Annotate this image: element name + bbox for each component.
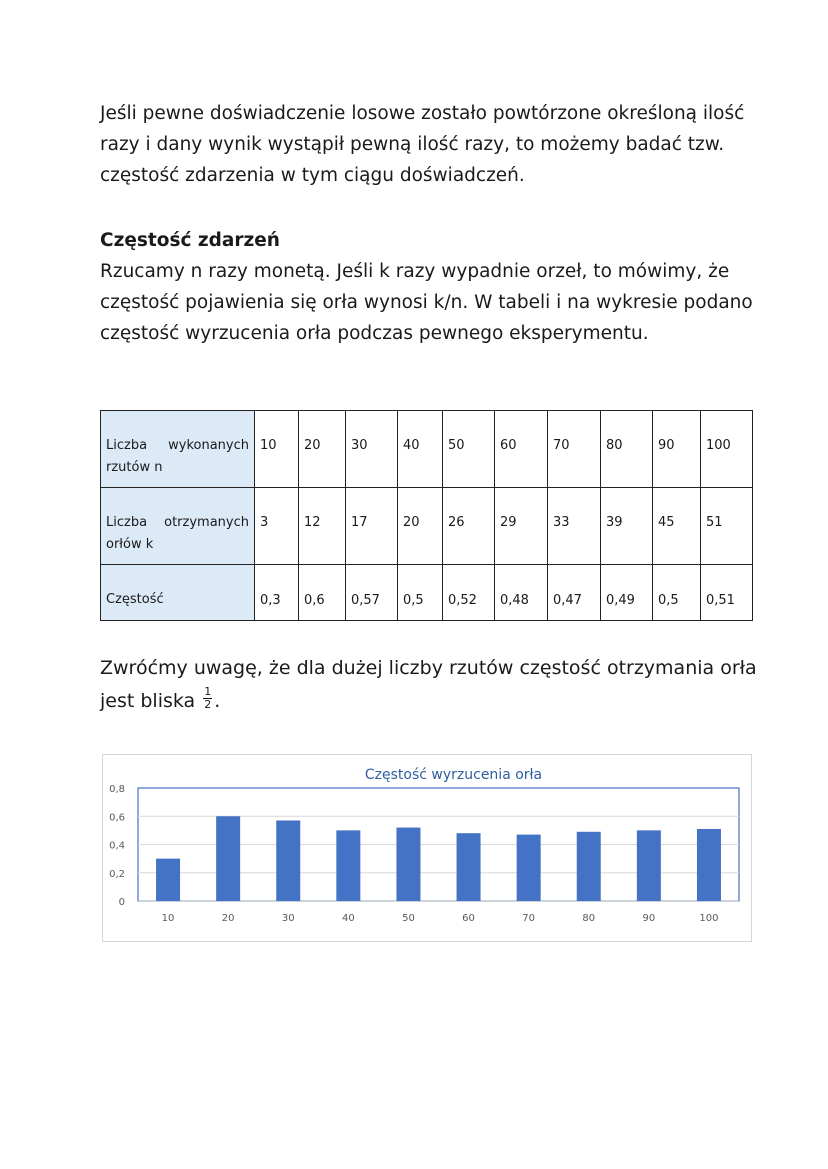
frequency-chart (102, 754, 752, 942)
table-cell: 70 (548, 411, 601, 488)
table-cell: 80 (601, 411, 653, 488)
table-cell: 60 (495, 411, 548, 488)
x-tick-label: 100 (699, 913, 719, 924)
section-line: częstość pojawienia się orła wynosi k/n. W tabeli i na wykresie podano (100, 292, 753, 313)
section-paragraph (100, 256, 760, 349)
fraction-denominator: 2 (204, 698, 212, 711)
bar (396, 828, 420, 901)
note-line: Zwróćmy uwagę, że dla dużej liczby rzutów częstość otrzymania orła (100, 657, 757, 679)
x-tick-label: 70 (522, 913, 536, 924)
bar (457, 833, 481, 901)
x-tick-label: 30 (281, 913, 295, 924)
table-cell: 0,48 (495, 565, 548, 621)
table-cell: 10 (255, 411, 299, 488)
frequency-table (100, 410, 753, 621)
table-cell: 40 (398, 411, 443, 488)
table-cell: 45 (653, 488, 701, 565)
table-cell: 0,3 (255, 565, 299, 621)
table-cell: 17 (346, 488, 398, 565)
chart-canvas (103, 755, 751, 941)
table-cell: 50 (443, 411, 495, 488)
note-line-prefix: jest bliska (100, 690, 196, 712)
intro-line: razy i dany wynik wystąpił pewną ilość razy, to możemy badać tzw. (100, 134, 725, 155)
table-row-heads (101, 488, 753, 565)
fraction-numerator: 1 (204, 685, 212, 698)
section-line: częstość wyrzucenia orła podczas pewnego eksperymentu. (100, 323, 649, 344)
x-tick-label: 10 (161, 913, 175, 924)
bar (577, 832, 601, 901)
table-cell: 51 (701, 488, 753, 565)
y-tick-label: 0,6 (109, 812, 125, 824)
bar (336, 830, 360, 901)
table-cell: 29 (495, 488, 548, 565)
x-tick-label: 80 (582, 913, 596, 924)
bar (637, 830, 661, 901)
intro-line: Jeśli pewne doświadczenie losowe zostało powtórzone określoną ilość (100, 103, 745, 124)
table-cell: 26 (443, 488, 495, 565)
x-tick-label: 60 (462, 913, 475, 924)
table-cell: 0,47 (548, 565, 601, 621)
table-cell: 0,52 (443, 565, 495, 621)
section-line: Rzucamy n razy monetą. Jeśli k razy wypadnie orzeł, to mówimy, że (100, 261, 730, 282)
table-cell: 100 (701, 411, 753, 488)
x-tick-label: 40 (341, 913, 355, 924)
bar (276, 820, 300, 901)
table-cell: 33 (548, 488, 601, 565)
bar (156, 859, 180, 901)
note-paragraph (100, 652, 760, 718)
chart-title: Częstość wyrzucenia orła (364, 767, 543, 783)
table-cell: 0,6 (299, 565, 346, 621)
table-cell: 30 (346, 411, 398, 488)
bar (216, 816, 240, 901)
table-row-throws (101, 411, 753, 488)
table-cell: 3 (255, 488, 299, 565)
x-tick-label: 20 (221, 913, 235, 924)
table-cell: 90 (653, 411, 701, 488)
table-cell: 0,5 (653, 565, 701, 621)
table-row-frequency (101, 565, 753, 621)
row-header-frequency: Częstość (101, 565, 255, 621)
y-tick-label: 0,4 (109, 840, 125, 852)
row-header-heads: Liczba otrzymanych orłów k (101, 488, 255, 565)
y-tick-label: 0 (118, 897, 125, 908)
y-tick-label: 0,8 (109, 784, 125, 795)
section-heading: Częstość zdarzeń (100, 230, 280, 251)
table-cell: 12 (299, 488, 346, 565)
table-cell: 20 (398, 488, 443, 565)
table-cell: 39 (601, 488, 653, 565)
x-tick-label: 50 (402, 913, 415, 924)
table-cell: 0,57 (346, 565, 398, 621)
note-line-suffix: . (214, 690, 221, 712)
intro-paragraph (100, 98, 760, 191)
table-cell: 20 (299, 411, 346, 488)
table-cell: 0,49 (601, 565, 653, 621)
table-cell: 0,5 (398, 565, 443, 621)
bar (697, 829, 721, 901)
y-tick-label: 0,2 (109, 868, 125, 880)
intro-line: częstość zdarzenia w tym ciągu doświadczeń. (100, 165, 525, 186)
x-tick-label: 90 (642, 913, 656, 924)
row-header-throws: Liczba wykonanych rzutów n (101, 411, 255, 488)
bar (517, 835, 541, 901)
table-cell: 0,51 (701, 565, 753, 621)
fraction-one-half (203, 686, 212, 711)
